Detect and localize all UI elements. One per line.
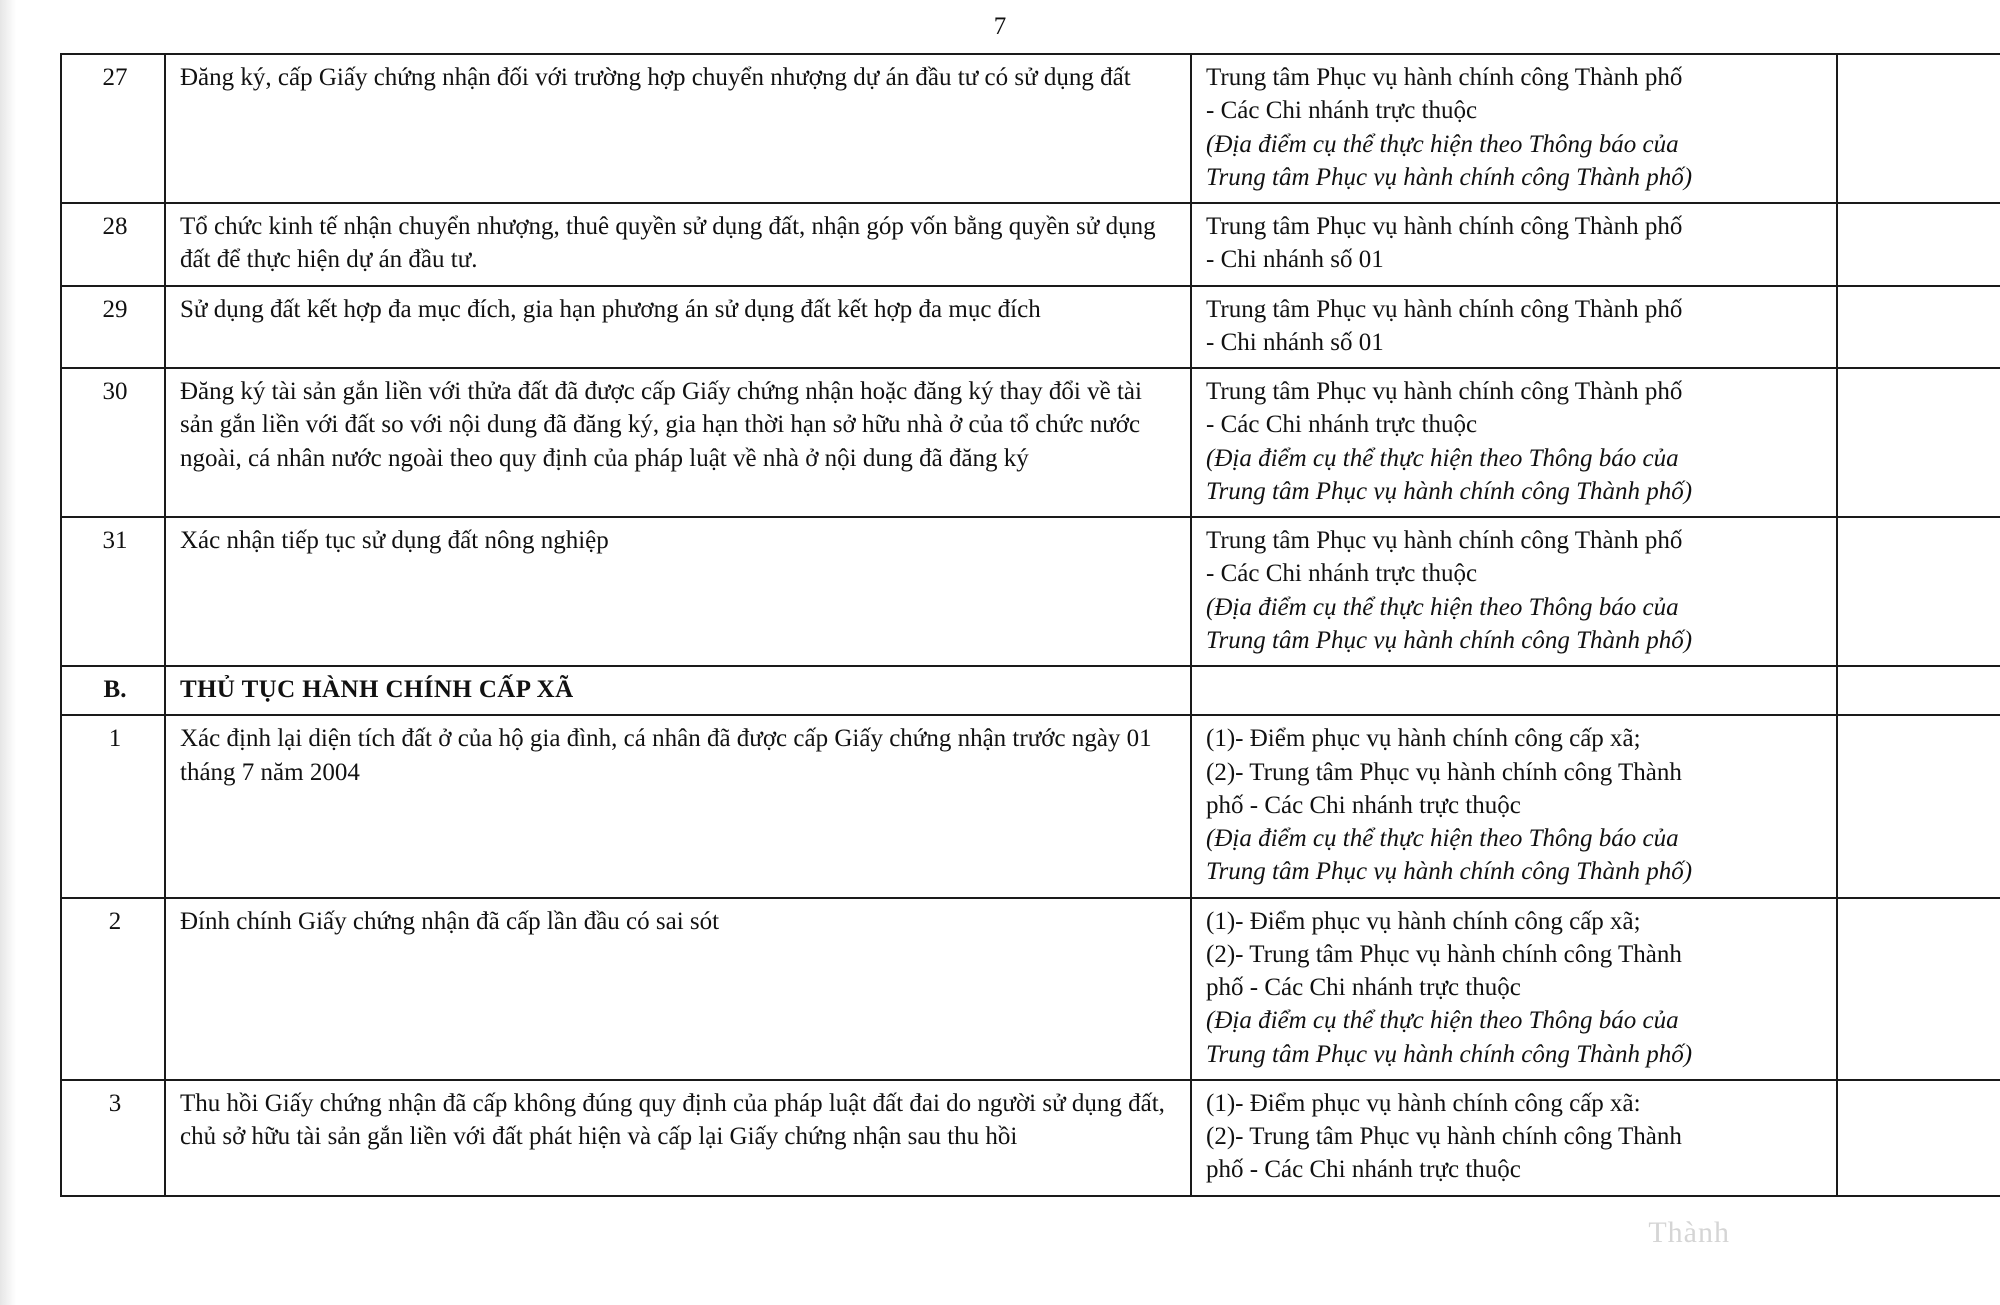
table-row xyxy=(61,54,2000,203)
cell-location xyxy=(1191,286,1837,369)
cell-number: 29 xyxy=(61,286,165,369)
location-line: - Các Chi nhánh trực thuộc xyxy=(1206,97,1478,125)
table-row xyxy=(61,517,2000,666)
location-note-line: (Địa điểm cụ thể thực hiện theo Thông báo của xyxy=(1206,444,1679,472)
cell-number: B. xyxy=(61,666,165,715)
table-row xyxy=(61,368,2000,517)
cell-location xyxy=(1191,203,1837,286)
table-row xyxy=(61,898,2000,1080)
location-line: (1)- Điểm phục vụ hành chính công cấp xã; xyxy=(1206,907,1641,935)
location-line: phố - Các Chi nhánh trực thuộc xyxy=(1206,974,1521,1001)
location-line: Trung tâm Phục vụ hành chính công Thành phố xyxy=(1206,64,1683,91)
cell-location xyxy=(1191,666,1837,715)
location-line: (1)- Điểm phục vụ hành chính công cấp xã: xyxy=(1206,1089,1641,1117)
location-line: - Chi nhánh số 01 xyxy=(1206,246,1384,274)
cell-note xyxy=(1837,368,2000,517)
location-line: Trung tâm Phục vụ hành chính công Thành phố xyxy=(1206,213,1683,240)
location-line: (2)- Trung tâm Phục vụ hành chính công Thành xyxy=(1206,940,1682,968)
cell-number: 31 xyxy=(61,517,165,666)
location-line: phố - Các Chi nhánh trực thuộc xyxy=(1206,791,1521,819)
table-row xyxy=(61,666,2000,715)
cell-location xyxy=(1191,898,1837,1080)
cell-number: 2 xyxy=(61,898,165,1080)
cell-procedure-name: Đăng ký, cấp Giấy chứng nhận đối với trường hợp chuyển nhượng dự án đầu tư có sử dụng đất xyxy=(165,54,1191,203)
cell-location xyxy=(1191,1080,1837,1196)
cell-number: 1 xyxy=(61,715,165,897)
location-note-line: (Địa điểm cụ thể thực hiện theo Thông báo của xyxy=(1206,593,1679,621)
table-row xyxy=(61,203,2000,286)
table-row xyxy=(61,715,2000,897)
cell-number: 30 xyxy=(61,368,165,517)
location-line: - Các Chi nhánh trực thuộc xyxy=(1206,411,1478,439)
location-line: (1)- Điểm phục vụ hành chính công cấp xã; xyxy=(1206,725,1641,753)
location-note-line: Trung tâm Phục vụ hành chính công Thành phố) xyxy=(1206,163,1693,191)
cell-procedure-name: Thu hồi Giấy chứng nhận đã cấp không đúng quy định của pháp luật đất đai do người sử dụng đất, chủ sở hữu tài sản gắn liền với đất phát hiện và cấp lại Giấy chứng nhận sau thu hồi xyxy=(165,1080,1191,1196)
cell-note xyxy=(1837,517,2000,666)
location-line: Trung tâm Phục vụ hành chính công Thành phố xyxy=(1206,527,1683,554)
cell-number: 3 xyxy=(61,1080,165,1196)
cell-note xyxy=(1837,54,2000,203)
cell-procedure-name: Sử dụng đất kết hợp đa mục đích, gia hạn phương án sử dụng đất kết hợp đa mục đích xyxy=(165,286,1191,369)
location-line: - Chi nhánh số 01 xyxy=(1206,328,1384,356)
cell-note xyxy=(1837,286,2000,369)
location-line: Trung tâm Phục vụ hành chính công Thành phố xyxy=(1206,378,1683,405)
cell-procedure-name: Đăng ký tài sản gắn liền với thửa đất đã được cấp Giấy chứng nhận hoặc đăng ký thay đổi về tài sản gắn liền với đất so với nội dung đã đăng ký, gia hạn thời hạn sở hữu nhà ở của tổ chức nước ngoài, cá nhân nước ngoài theo quy định của pháp luật về nhà ở nội dung đã đăng ký xyxy=(165,368,1191,517)
cell-note xyxy=(1837,666,2000,715)
cell-number: 27 xyxy=(61,54,165,203)
table-row xyxy=(61,286,2000,369)
cell-procedure-name: Xác nhận tiếp tục sử dụng đất nông nghiệp xyxy=(165,517,1191,666)
administrative-procedures-table xyxy=(60,53,2000,1197)
cell-note xyxy=(1837,203,2000,286)
page-number: 7 xyxy=(993,13,1007,40)
location-note-line: (Địa điểm cụ thể thực hiện theo Thông báo của xyxy=(1206,130,1679,158)
page-edge-shadow xyxy=(0,0,16,1305)
cell-location xyxy=(1191,368,1837,517)
cell-location xyxy=(1191,54,1837,203)
cell-note xyxy=(1837,1080,2000,1196)
table-row xyxy=(61,1080,2000,1196)
location-line: Trung tâm Phục vụ hành chính công Thành phố xyxy=(1206,295,1683,323)
location-line: (2)- Trung tâm Phục vụ hành chính công Thành xyxy=(1206,758,1682,786)
location-note-line: Trung tâm Phục vụ hành chính công Thành phố) xyxy=(1206,477,1693,505)
watermark-text: Thành xyxy=(1648,1216,1730,1249)
cell-procedure-name: Tổ chức kinh tế nhận chuyển nhượng, thuê quyền sử dụng đất, nhận góp vốn bằng quyền sử dụng đất để thực hiện dự án đầu tư. xyxy=(165,203,1191,286)
cell-location xyxy=(1191,715,1837,897)
location-note-line: Trung tâm Phục vụ hành chính công Thành phố) xyxy=(1206,626,1693,654)
location-note-line: (Địa điểm cụ thể thực hiện theo Thông báo của xyxy=(1206,1007,1679,1035)
location-note-line: Trung tâm Phục vụ hành chính công Thành phố) xyxy=(1206,1040,1693,1068)
cell-location xyxy=(1191,517,1837,666)
location-note-line: (Địa điểm cụ thể thực hiện theo Thông báo của xyxy=(1206,825,1679,852)
location-note-line: Trung tâm Phục vụ hành chính công Thành phố) xyxy=(1206,858,1693,886)
cell-note xyxy=(1837,715,2000,897)
cell-procedure-name: Đính chính Giấy chứng nhận đã cấp lần đầu có sai sót xyxy=(165,898,1191,1080)
cell-note xyxy=(1837,898,2000,1080)
location-line: - Các Chi nhánh trực thuộc xyxy=(1206,560,1478,588)
cell-number: 28 xyxy=(61,203,165,286)
location-line: (2)- Trung tâm Phục vụ hành chính công Thành xyxy=(1206,1123,1682,1150)
location-line: phố - Các Chi nhánh trực thuộc xyxy=(1206,1156,1521,1184)
cell-procedure-name: Xác định lại diện tích đất ở của hộ gia đình, cá nhân đã được cấp Giấy chứng nhận trước ngày 01 tháng 7 năm 2004 xyxy=(165,715,1191,897)
cell-procedure-name: THỦ TỤC HÀNH CHÍNH CẤP XÃ xyxy=(165,666,1191,715)
